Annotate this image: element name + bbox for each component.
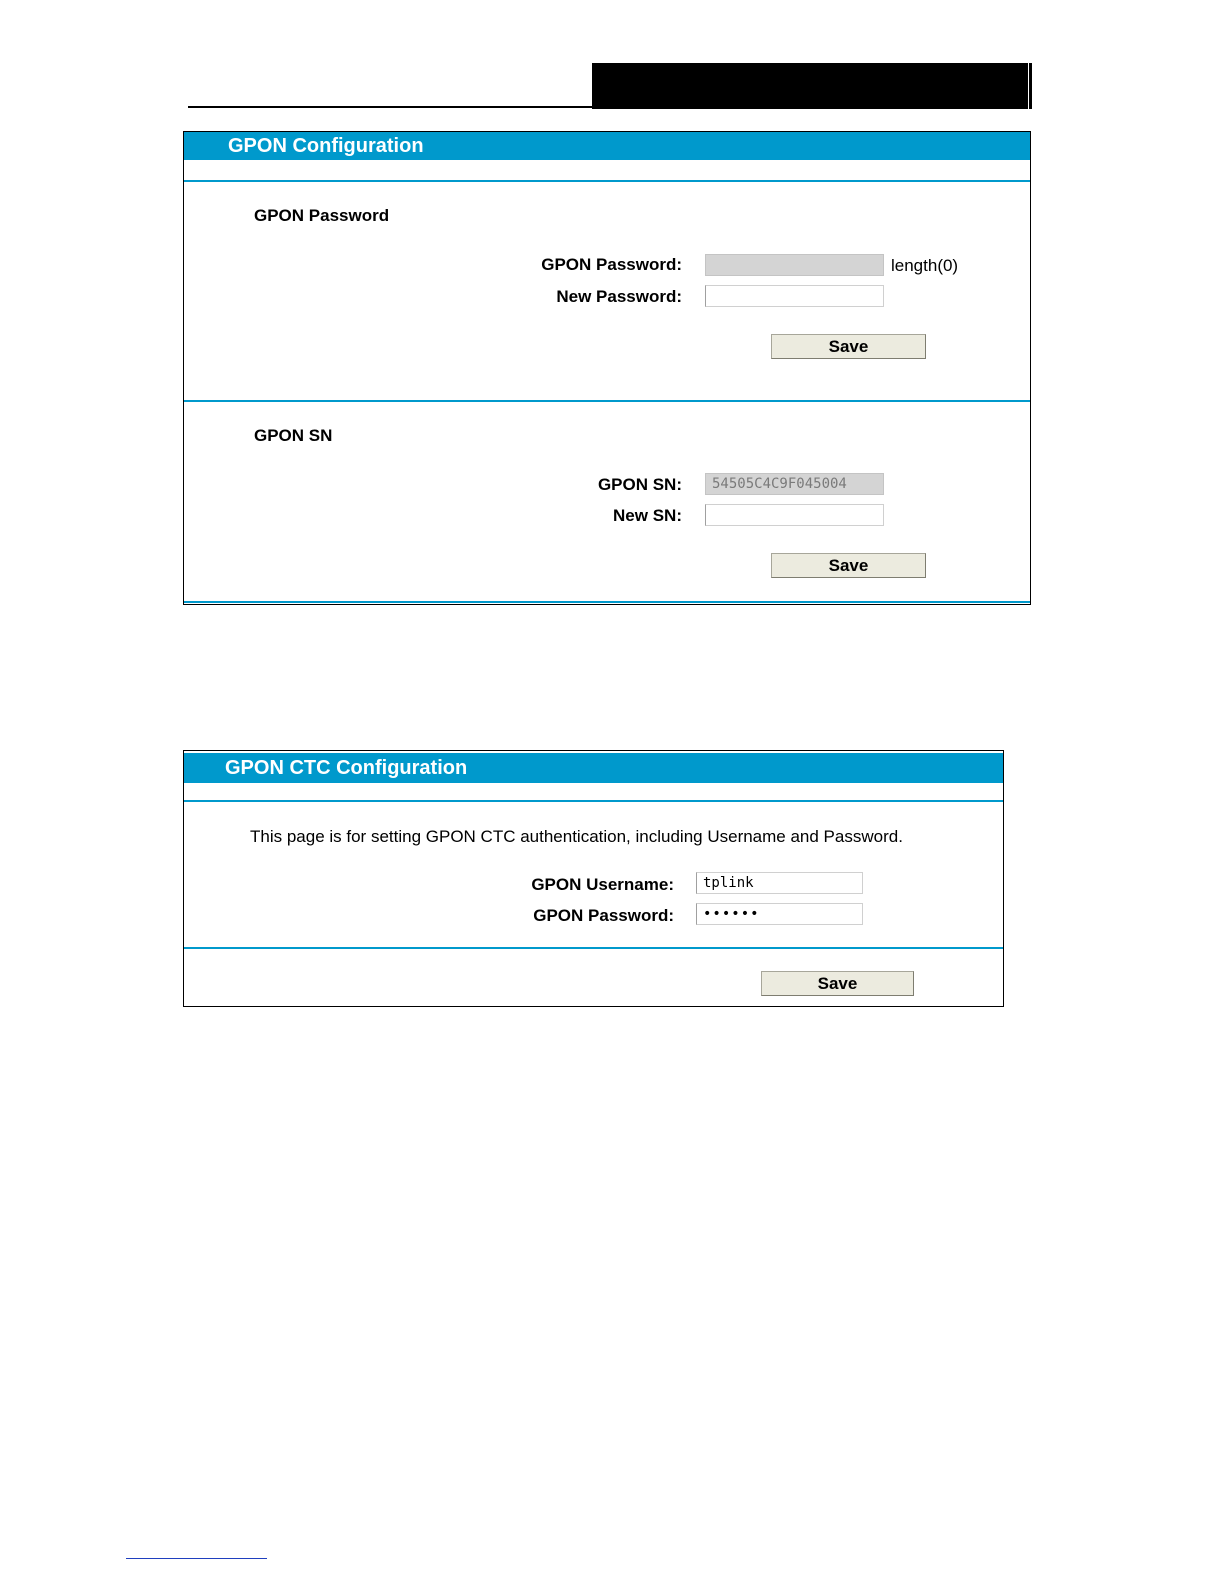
divider [184,400,1030,402]
gpon-password-input[interactable]: •••••• [696,903,863,925]
header-banner-edge [1029,63,1032,109]
gpon-password-label: GPON Password: [541,255,682,274]
new-password-label: New Password: [556,287,682,306]
header-banner [592,63,1028,109]
section-title-gpon-sn: GPON SN [254,426,333,445]
save-sn-button[interactable]: Save [771,553,926,578]
panel-title-text: GPON Configuration [228,135,424,157]
gpon-password-label: GPON Password: [533,906,674,925]
panel-title-text: GPON CTC Configuration [225,757,468,779]
gpon-sn-field[interactable]: 54505C4C9F045004 [705,473,884,495]
gpon-configuration-panel [183,131,1031,605]
divider [184,800,1003,802]
description-text: This page is for setting GPON CTC authentication, including Username and Password. [250,827,903,846]
password-length-text: length(0) [891,256,959,275]
save-password-button[interactable]: Save [771,334,926,359]
gpon-sn-label: GPON SN: [597,475,682,494]
panel-title [184,132,1030,160]
gpon-username-input[interactable]: tplink [696,872,863,894]
divider [184,180,1030,182]
gpon-ctc-configuration-panel [183,750,1004,1007]
gpon-password-field[interactable] [705,254,884,276]
divider [184,947,1003,949]
divider [184,601,1030,603]
section-title-gpon-password: GPON Password [254,206,390,225]
footer-link-underline [126,1558,267,1559]
new-sn-label: New SN: [613,506,682,525]
panel-title [184,753,1003,783]
save-ctc-button[interactable]: Save [761,971,914,996]
header-rule [188,106,594,108]
gpon-username-label: GPON Username: [531,875,674,894]
new-sn-input[interactable] [705,504,884,526]
new-password-input[interactable] [705,285,884,307]
